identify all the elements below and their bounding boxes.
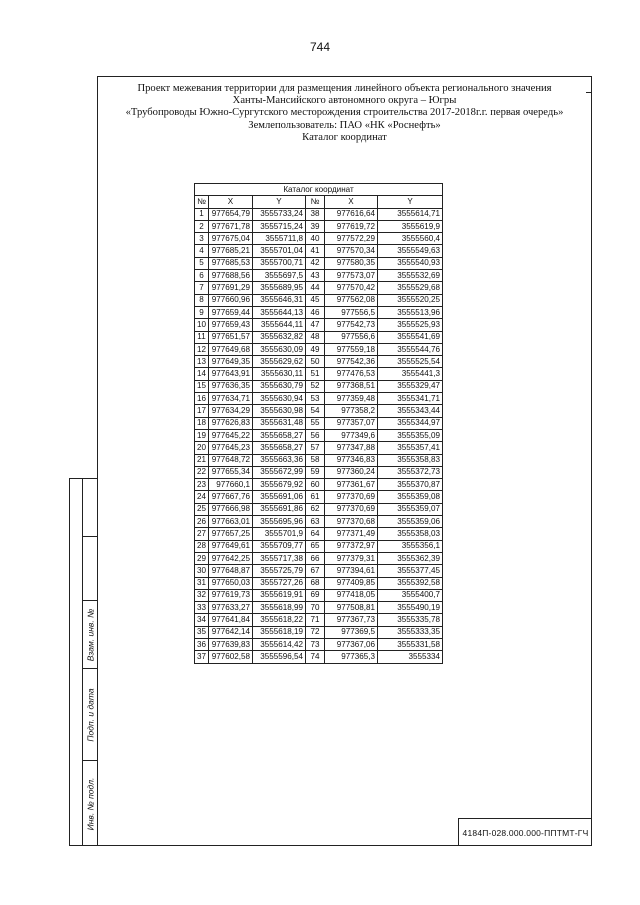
coordinate-cell: 3555618,19 [253, 626, 306, 638]
coordinate-cell: 977657,25 [209, 528, 253, 540]
coordinate-cell: 3555733,24 [253, 208, 306, 220]
point-number-cell: 22 [195, 466, 209, 478]
table-row [195, 528, 443, 540]
coordinate-cell: 977357,07 [325, 417, 378, 429]
coordinate-cell: 3555630,94 [253, 393, 306, 405]
coordinate-cell: 977654,79 [209, 208, 253, 220]
point-number-cell: 32 [195, 589, 209, 601]
point-number-cell: 10 [195, 319, 209, 331]
coordinate-cell: 3555341,71 [378, 393, 443, 405]
point-number-cell: 45 [306, 294, 325, 306]
coordinate-cell: 977556,5 [325, 306, 378, 318]
point-number-cell: 35 [195, 626, 209, 638]
coordinate-cell: 3555619,9 [378, 220, 443, 232]
point-number-cell: 61 [306, 491, 325, 503]
table-row [195, 429, 443, 441]
coordinate-cell: 977572,29 [325, 233, 378, 245]
point-number-cell: 46 [306, 306, 325, 318]
point-number-cell: 63 [306, 516, 325, 528]
coordinate-cell: 3555658,27 [253, 429, 306, 441]
table-row [195, 602, 443, 614]
point-number-cell: 71 [306, 614, 325, 626]
coordinate-cell: 3555490,19 [378, 602, 443, 614]
coordinate-cell: 3555630,11 [253, 368, 306, 380]
point-number-cell: 54 [306, 405, 325, 417]
coordinate-cell: 3555618,22 [253, 614, 306, 626]
coordinate-cell: 3555357,41 [378, 442, 443, 454]
coordinate-cell: 977648,72 [209, 454, 253, 466]
coordinate-cell: 3555727,26 [253, 577, 306, 589]
point-number-cell: 41 [306, 245, 325, 257]
table-row [195, 614, 443, 626]
coordinate-cell: 977675,04 [209, 233, 253, 245]
coordinate-cell: 977659,43 [209, 319, 253, 331]
point-number-cell: 18 [195, 417, 209, 429]
coordinate-cell: 977559,18 [325, 343, 378, 355]
point-number-cell: 2 [195, 220, 209, 232]
coordinate-cell: 3555711,8 [253, 233, 306, 245]
coordinate-cell: 3555370,87 [378, 479, 443, 491]
table-row [195, 257, 443, 269]
coordinate-cell: 977619,72 [325, 220, 378, 232]
point-number-cell: 57 [306, 442, 325, 454]
coordinate-cell: 3555663,36 [253, 454, 306, 466]
coordinate-cell: 977667,76 [209, 491, 253, 503]
coordinate-cell: 977347,88 [325, 442, 378, 454]
side-label-replacement: Взам. инв. № [85, 608, 96, 662]
coordinate-cell: 3555392,58 [378, 577, 443, 589]
coordinate-cell: 3555358,03 [378, 528, 443, 540]
coordinate-cell: 3555359,06 [378, 516, 443, 528]
table-row [195, 282, 443, 294]
coordinate-cell: 3555540,93 [378, 257, 443, 269]
coordinate-cell: 3555646,31 [253, 294, 306, 306]
point-number-cell: 7 [195, 282, 209, 294]
column-header: Y [253, 196, 306, 208]
coordinate-cell: 3555614,71 [378, 208, 443, 220]
point-number-cell: 69 [306, 589, 325, 601]
coordinate-cell: 977636,35 [209, 380, 253, 392]
point-number-cell: 12 [195, 343, 209, 355]
point-number-cell: 34 [195, 614, 209, 626]
coordinate-cell: 3555560,4 [378, 233, 443, 245]
point-number-cell: 14 [195, 368, 209, 380]
coordinate-cell: 977476,53 [325, 368, 378, 380]
table-row [195, 479, 443, 491]
table-row [195, 651, 443, 663]
point-number-cell: 48 [306, 331, 325, 343]
coordinate-cell: 3555672,99 [253, 466, 306, 478]
point-number-cell: 11 [195, 331, 209, 343]
table-row [195, 454, 443, 466]
point-number-cell: 29 [195, 552, 209, 564]
point-number-cell: 64 [306, 528, 325, 540]
side-cell-blank [83, 479, 98, 537]
header-line-project: Проект межевания территории для размещения линейного объекта регионального значения [137, 83, 552, 94]
column-header: № [306, 196, 325, 208]
coordinate-cell: 3555632,82 [253, 331, 306, 343]
coordinate-cell: 3555691,06 [253, 491, 306, 503]
coordinate-cell: 3555333,35 [378, 626, 443, 638]
table-row [195, 356, 443, 368]
point-number-cell: 1 [195, 208, 209, 220]
coordinate-cell: 977368,51 [325, 380, 378, 392]
table-row [195, 417, 443, 429]
coordinate-cell: 3555679,92 [253, 479, 306, 491]
coordinate-cell: 3555359,08 [378, 491, 443, 503]
point-number-cell: 5 [195, 257, 209, 269]
table-row [195, 343, 443, 355]
coordinate-cell: 977371,49 [325, 528, 378, 540]
coordinate-cell: 3555618,99 [253, 602, 306, 614]
coordinate-cell: 3555532,69 [378, 270, 443, 282]
point-number-cell: 51 [306, 368, 325, 380]
point-number-cell: 24 [195, 491, 209, 503]
header-line-land-user: Землепользователь: ПАО «НК «Роснефть» [248, 119, 441, 131]
coordinate-cell: 977626,83 [209, 417, 253, 429]
point-number-cell: 67 [306, 565, 325, 577]
coordinate-cell: 977418,05 [325, 589, 378, 601]
side-approval-block [69, 478, 97, 846]
coordinate-cell: 977379,31 [325, 552, 378, 564]
point-number-cell: 43 [306, 270, 325, 282]
column-header: Y [378, 196, 443, 208]
coordinate-cell: 977663,01 [209, 516, 253, 528]
coordinate-cell: 977570,34 [325, 245, 378, 257]
coordinate-cell: 977641,84 [209, 614, 253, 626]
table-row [195, 540, 443, 552]
table-row [195, 294, 443, 306]
column-header: X [325, 196, 378, 208]
point-number-cell: 47 [306, 319, 325, 331]
coordinate-cell: 3555335,78 [378, 614, 443, 626]
coordinate-cell: 3555658,27 [253, 442, 306, 454]
page-number: 744 [309, 40, 331, 54]
point-number-cell: 50 [306, 356, 325, 368]
coordinate-cell: 977650,03 [209, 577, 253, 589]
coordinate-cell: 977346,83 [325, 454, 378, 466]
coordinate-cell: 3555400,7 [378, 589, 443, 601]
table-row [195, 503, 443, 515]
coordinate-cell: 3555709,77 [253, 540, 306, 552]
table-row [195, 589, 443, 601]
coordinate-cell: 977642,14 [209, 626, 253, 638]
column-header: № [195, 196, 209, 208]
coordinate-cell: 3555691,86 [253, 503, 306, 515]
point-number-cell: 31 [195, 577, 209, 589]
coordinate-cell: 977634,29 [209, 405, 253, 417]
coordinate-cell: 3555372,73 [378, 466, 443, 478]
coordinate-cell: 977616,64 [325, 208, 378, 220]
coordinate-cell: 3555619,91 [253, 589, 306, 601]
table-row [195, 380, 443, 392]
header-line-region: Ханты-Мансийского автономного округа – Югры [232, 95, 457, 107]
coordinate-cell: 3555334 [378, 651, 443, 663]
table-row [195, 626, 443, 638]
point-number-cell: 49 [306, 343, 325, 355]
coordinate-cell: 3555630,79 [253, 380, 306, 392]
point-number-cell: 66 [306, 552, 325, 564]
coordinate-cell: 977359,48 [325, 393, 378, 405]
coordinate-cell: 977360,24 [325, 466, 378, 478]
point-number-cell: 13 [195, 356, 209, 368]
table-row [195, 393, 443, 405]
point-number-cell: 36 [195, 638, 209, 650]
coordinate-cell: 3555525,54 [378, 356, 443, 368]
coordinate-cell: 977649,35 [209, 356, 253, 368]
header-line-catalog: Каталог координат [302, 131, 387, 143]
coordinate-cell: 3555513,96 [378, 306, 443, 318]
coordinate-cell: 3555631,48 [253, 417, 306, 429]
table-title: Каталог координат [195, 184, 443, 196]
coordinate-cell: 3555541,69 [378, 331, 443, 343]
point-number-cell: 33 [195, 602, 209, 614]
coordinate-cell: 977372,97 [325, 540, 378, 552]
coordinate-cell: 3555344,97 [378, 417, 443, 429]
coordinate-cell: 3555362,39 [378, 552, 443, 564]
coordinate-cell: 3555596,54 [253, 651, 306, 663]
coordinate-cell: 3555717,38 [253, 552, 306, 564]
coordinate-cell: 3555441,3 [378, 368, 443, 380]
coordinate-cell: 3555358,83 [378, 454, 443, 466]
coordinate-cell: 977556,6 [325, 331, 378, 343]
header-line-object: «Трубопроводы Южно-Сургутского месторождения строительства 2017-2018г.г. первая очередь» [125, 107, 564, 119]
coordinate-cell: 977649,61 [209, 540, 253, 552]
point-number-cell: 20 [195, 442, 209, 454]
side-label-signature: Подп. и дата [85, 688, 96, 742]
column-header: X [209, 196, 253, 208]
coordinate-table [194, 183, 443, 664]
coordinate-cell: 977633,27 [209, 602, 253, 614]
table-row [195, 233, 443, 245]
coordinate-cell: 3555549,63 [378, 245, 443, 257]
coordinate-cell: 977358,2 [325, 405, 378, 417]
coordinate-cell: 3555331,58 [378, 638, 443, 650]
coordinate-cell: 977361,67 [325, 479, 378, 491]
coordinate-cell: 977691,29 [209, 282, 253, 294]
coordinate-cell: 977671,78 [209, 220, 253, 232]
coordinate-cell: 977649,68 [209, 343, 253, 355]
point-number-cell: 9 [195, 306, 209, 318]
coordinate-cell: 977542,73 [325, 319, 378, 331]
coordinate-cell: 977573,07 [325, 270, 378, 282]
coordinate-cell: 3555701,9 [253, 528, 306, 540]
coordinate-cell: 977619,73 [209, 589, 253, 601]
table-row [195, 319, 443, 331]
coordinate-cell: 977666,98 [209, 503, 253, 515]
table-row [195, 208, 443, 220]
coordinate-cell: 3555725,79 [253, 565, 306, 577]
coordinate-cell: 977645,23 [209, 442, 253, 454]
coordinate-cell: 977580,35 [325, 257, 378, 269]
point-number-cell: 3 [195, 233, 209, 245]
table-row [195, 565, 443, 577]
coordinate-cell: 3555544,76 [378, 343, 443, 355]
document-code-stamp: 4184П-028.000.000-ППТМТ-ГЧ [458, 818, 592, 846]
table-row [195, 270, 443, 282]
point-number-cell: 17 [195, 405, 209, 417]
coordinate-cell: 3555701,04 [253, 245, 306, 257]
coordinate-cell: 977369,5 [325, 626, 378, 638]
coordinate-cell: 977542,36 [325, 356, 378, 368]
coordinate-cell: 977602,58 [209, 651, 253, 663]
coordinate-cell: 977562,08 [325, 294, 378, 306]
document-header [97, 83, 592, 144]
coordinate-cell: 977370,69 [325, 491, 378, 503]
coordinate-cell: 977349,6 [325, 429, 378, 441]
table-row [195, 368, 443, 380]
point-number-cell: 8 [195, 294, 209, 306]
coordinate-cell: 3555520,25 [378, 294, 443, 306]
coordinate-cell: 3555630,09 [253, 343, 306, 355]
coordinate-cell: 3555629,62 [253, 356, 306, 368]
table-row [195, 306, 443, 318]
coordinate-cell: 3555529,68 [378, 282, 443, 294]
coordinate-cell: 977508,81 [325, 602, 378, 614]
side-cell-blank [83, 537, 98, 601]
point-number-cell: 52 [306, 380, 325, 392]
side-blank-column [70, 479, 83, 845]
table-row [195, 245, 443, 257]
coordinate-cell: 3555689,95 [253, 282, 306, 294]
point-number-cell: 70 [306, 602, 325, 614]
point-number-cell: 73 [306, 638, 325, 650]
coordinate-cell: 3555700,71 [253, 257, 306, 269]
table-row [195, 442, 443, 454]
coordinate-cell: 3555356,1 [378, 540, 443, 552]
coordinate-cell: 3555697,5 [253, 270, 306, 282]
coordinate-cell: 977634,71 [209, 393, 253, 405]
coordinate-cell: 977365,3 [325, 651, 378, 663]
point-number-cell: 60 [306, 479, 325, 491]
coordinate-cell: 977688,56 [209, 270, 253, 282]
point-number-cell: 38 [306, 208, 325, 220]
table-row [195, 405, 443, 417]
coordinate-cell: 977367,73 [325, 614, 378, 626]
point-number-cell: 37 [195, 651, 209, 663]
point-number-cell: 72 [306, 626, 325, 638]
table-row [195, 638, 443, 650]
coordinate-cell: 977570,42 [325, 282, 378, 294]
point-number-cell: 44 [306, 282, 325, 294]
coordinate-cell: 3555343,44 [378, 405, 443, 417]
table-body [195, 208, 443, 663]
coordinate-cell: 977409,85 [325, 577, 378, 589]
coordinate-cell: 3555614,42 [253, 638, 306, 650]
point-number-cell: 21 [195, 454, 209, 466]
coordinate-cell: 3555329,47 [378, 380, 443, 392]
point-number-cell: 56 [306, 429, 325, 441]
coordinate-cell: 3555355,09 [378, 429, 443, 441]
table-row [195, 516, 443, 528]
coordinate-cell: 3555630,98 [253, 405, 306, 417]
coordinate-cell: 3555525,93 [378, 319, 443, 331]
point-number-cell: 30 [195, 565, 209, 577]
coordinate-cell: 3555644,13 [253, 306, 306, 318]
coordinate-cell: 977660,96 [209, 294, 253, 306]
point-number-cell: 58 [306, 454, 325, 466]
table-row [195, 577, 443, 589]
point-number-cell: 6 [195, 270, 209, 282]
point-number-cell: 23 [195, 479, 209, 491]
coordinate-cell: 3555359,07 [378, 503, 443, 515]
point-number-cell: 62 [306, 503, 325, 515]
coordinate-cell: 977659,44 [209, 306, 253, 318]
coordinate-cell: 3555644,11 [253, 319, 306, 331]
table-row [195, 491, 443, 503]
coordinate-cell: 977660,1 [209, 479, 253, 491]
coordinate-cell: 977655,34 [209, 466, 253, 478]
table-row [195, 220, 443, 232]
point-number-cell: 65 [306, 540, 325, 552]
point-number-cell: 55 [306, 417, 325, 429]
coordinate-cell: 977643,91 [209, 368, 253, 380]
point-number-cell: 74 [306, 651, 325, 663]
coordinate-cell: 3555695,96 [253, 516, 306, 528]
point-number-cell: 39 [306, 220, 325, 232]
point-number-cell: 59 [306, 466, 325, 478]
coordinate-cell: 977642,25 [209, 552, 253, 564]
point-number-cell: 19 [195, 429, 209, 441]
coordinate-cell: 977651,57 [209, 331, 253, 343]
side-label-original: Инв. № подл. [85, 777, 96, 831]
table-row [195, 466, 443, 478]
coordinate-cell: 977685,21 [209, 245, 253, 257]
table-row [195, 552, 443, 564]
point-number-cell: 42 [306, 257, 325, 269]
point-number-cell: 40 [306, 233, 325, 245]
point-number-cell: 26 [195, 516, 209, 528]
coordinate-cell: 977685,53 [209, 257, 253, 269]
coordinate-cell: 977367,06 [325, 638, 378, 650]
point-number-cell: 28 [195, 540, 209, 552]
table-header-row [195, 196, 443, 208]
coordinate-cell: 977370,69 [325, 503, 378, 515]
point-number-cell: 25 [195, 503, 209, 515]
point-number-cell: 53 [306, 393, 325, 405]
coordinate-cell: 3555377,45 [378, 565, 443, 577]
table-row [195, 331, 443, 343]
coordinate-cell: 977645,22 [209, 429, 253, 441]
point-number-cell: 16 [195, 393, 209, 405]
coordinate-cell: 977639,83 [209, 638, 253, 650]
coordinate-cell: 977394,61 [325, 565, 378, 577]
coordinate-cell: 3555715,24 [253, 220, 306, 232]
point-number-cell: 68 [306, 577, 325, 589]
point-number-cell: 4 [195, 245, 209, 257]
point-number-cell: 15 [195, 380, 209, 392]
coordinate-cell: 977648,87 [209, 565, 253, 577]
point-number-cell: 27 [195, 528, 209, 540]
coordinate-cell: 977370,68 [325, 516, 378, 528]
